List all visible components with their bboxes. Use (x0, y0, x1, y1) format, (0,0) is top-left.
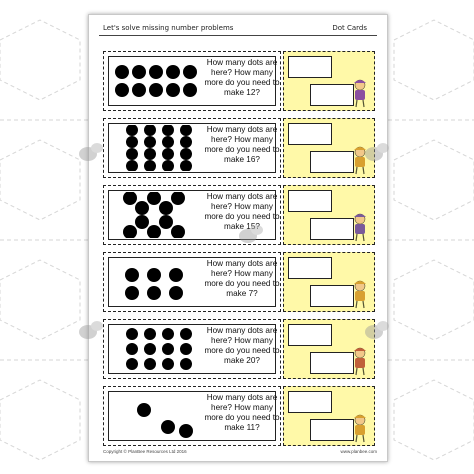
dot-card (103, 51, 281, 111)
planbee-bee-watermark-icon (78, 318, 104, 342)
dot (147, 225, 161, 238)
answer-card (283, 252, 375, 312)
dot (147, 268, 161, 282)
dot (183, 65, 197, 79)
dot-count-answer-box[interactable] (288, 324, 332, 346)
more-needed-answer-box[interactable] (310, 352, 354, 374)
worksheet-subtitle: Dot Cards (332, 24, 367, 32)
copyright-text: Copyright © PlanBee Resources Ltd 2016 (103, 449, 187, 454)
question-text: How many dots are here? How many more do you need to make 16? (204, 125, 280, 164)
dot (162, 136, 174, 148)
dot-count-answer-box[interactable] (288, 391, 332, 413)
dot (144, 343, 156, 355)
answer-card (283, 319, 375, 379)
dot (126, 160, 138, 171)
dot (135, 201, 149, 215)
dot (126, 328, 138, 340)
planbee-bee-watermark-icon (364, 318, 390, 342)
question-text: How many dots are here? How many more do you need to make 11? (204, 393, 280, 432)
dot-card-row (103, 252, 375, 312)
dot (147, 286, 161, 300)
dot (171, 192, 185, 205)
dot (162, 343, 174, 355)
dot-group (110, 192, 202, 238)
child-character-icon (350, 413, 370, 443)
dot-group (110, 125, 202, 171)
dot (149, 83, 163, 97)
dot (183, 83, 197, 97)
dot (144, 148, 156, 160)
dot (126, 358, 138, 370)
question-text: How many dots are here? How many more do you need to make 7? (204, 259, 280, 298)
more-needed-answer-box[interactable] (310, 419, 354, 441)
dot (161, 420, 175, 434)
dot (123, 225, 137, 238)
child-character-icon (350, 78, 370, 108)
dot (162, 160, 174, 171)
dot-card-row (103, 51, 375, 111)
dot (166, 65, 180, 79)
dot-count-answer-box[interactable] (288, 56, 332, 78)
dot (180, 148, 192, 160)
footer-url: www.planbee.com (340, 449, 377, 454)
question-text: How many dots are here? How many more do you need to make 12? (204, 58, 280, 97)
dot-count-answer-box[interactable] (288, 123, 332, 145)
dot (159, 215, 173, 229)
dot-group (110, 393, 202, 439)
dot (162, 148, 174, 160)
header-divider (99, 35, 377, 36)
dot (126, 136, 138, 148)
dot (166, 83, 180, 97)
dot (144, 136, 156, 148)
child-character-icon (350, 279, 370, 309)
dot (179, 424, 193, 438)
more-needed-answer-box[interactable] (310, 151, 354, 173)
dot (125, 286, 139, 300)
dot-card (103, 319, 281, 379)
dot (132, 83, 146, 97)
dot-card (103, 118, 281, 178)
dot (115, 83, 129, 97)
dot-group (110, 259, 202, 305)
dot (126, 343, 138, 355)
dot (144, 358, 156, 370)
dot (147, 192, 161, 205)
dot-count-answer-box[interactable] (288, 190, 332, 212)
dot (180, 125, 192, 136)
answer-card (283, 118, 375, 178)
child-character-icon (350, 346, 370, 376)
question-text: How many dots are here? How many more do you need to make 15? (204, 192, 280, 231)
answer-card (283, 51, 375, 111)
worksheet-title: Let's solve missing number problems (103, 24, 234, 32)
dot (144, 160, 156, 171)
planbee-bee-watermark-icon (78, 140, 104, 164)
dot (162, 125, 174, 136)
dot-card-row (103, 319, 375, 379)
more-needed-answer-box[interactable] (310, 285, 354, 307)
worksheet-header (99, 21, 377, 41)
dot (137, 403, 151, 417)
more-needed-answer-box[interactable] (310, 84, 354, 106)
dot (123, 192, 137, 205)
dot (180, 160, 192, 171)
dot (180, 136, 192, 148)
dot-group (110, 326, 202, 372)
dot-card (103, 386, 281, 446)
question-text: How many dots are here? How many more do you need to make 20? (204, 326, 280, 365)
dot (126, 125, 138, 136)
dot-count-answer-box[interactable] (288, 257, 332, 279)
dot (171, 225, 185, 238)
more-needed-answer-box[interactable] (310, 218, 354, 240)
dot (149, 65, 163, 79)
dot (180, 343, 192, 355)
dot (169, 286, 183, 300)
planbee-bee-watermark-icon (364, 140, 390, 164)
dot-card (103, 252, 281, 312)
dot (180, 328, 192, 340)
answer-card (283, 386, 375, 446)
answer-card (283, 185, 375, 245)
child-character-icon (350, 212, 370, 242)
dot (169, 268, 183, 282)
dot (144, 125, 156, 136)
dot (162, 328, 174, 340)
dot (159, 201, 173, 215)
dot (132, 65, 146, 79)
worksheet-footer (103, 447, 377, 457)
dot-card-row (103, 386, 375, 446)
dot (126, 148, 138, 160)
dot (135, 215, 149, 229)
dot (162, 358, 174, 370)
planbee-bee-watermark-icon (238, 222, 264, 246)
dot-card-row (103, 118, 375, 178)
dot-group (110, 58, 202, 104)
dot (115, 65, 129, 79)
dot (125, 268, 139, 282)
dot (180, 358, 192, 370)
dot (144, 328, 156, 340)
